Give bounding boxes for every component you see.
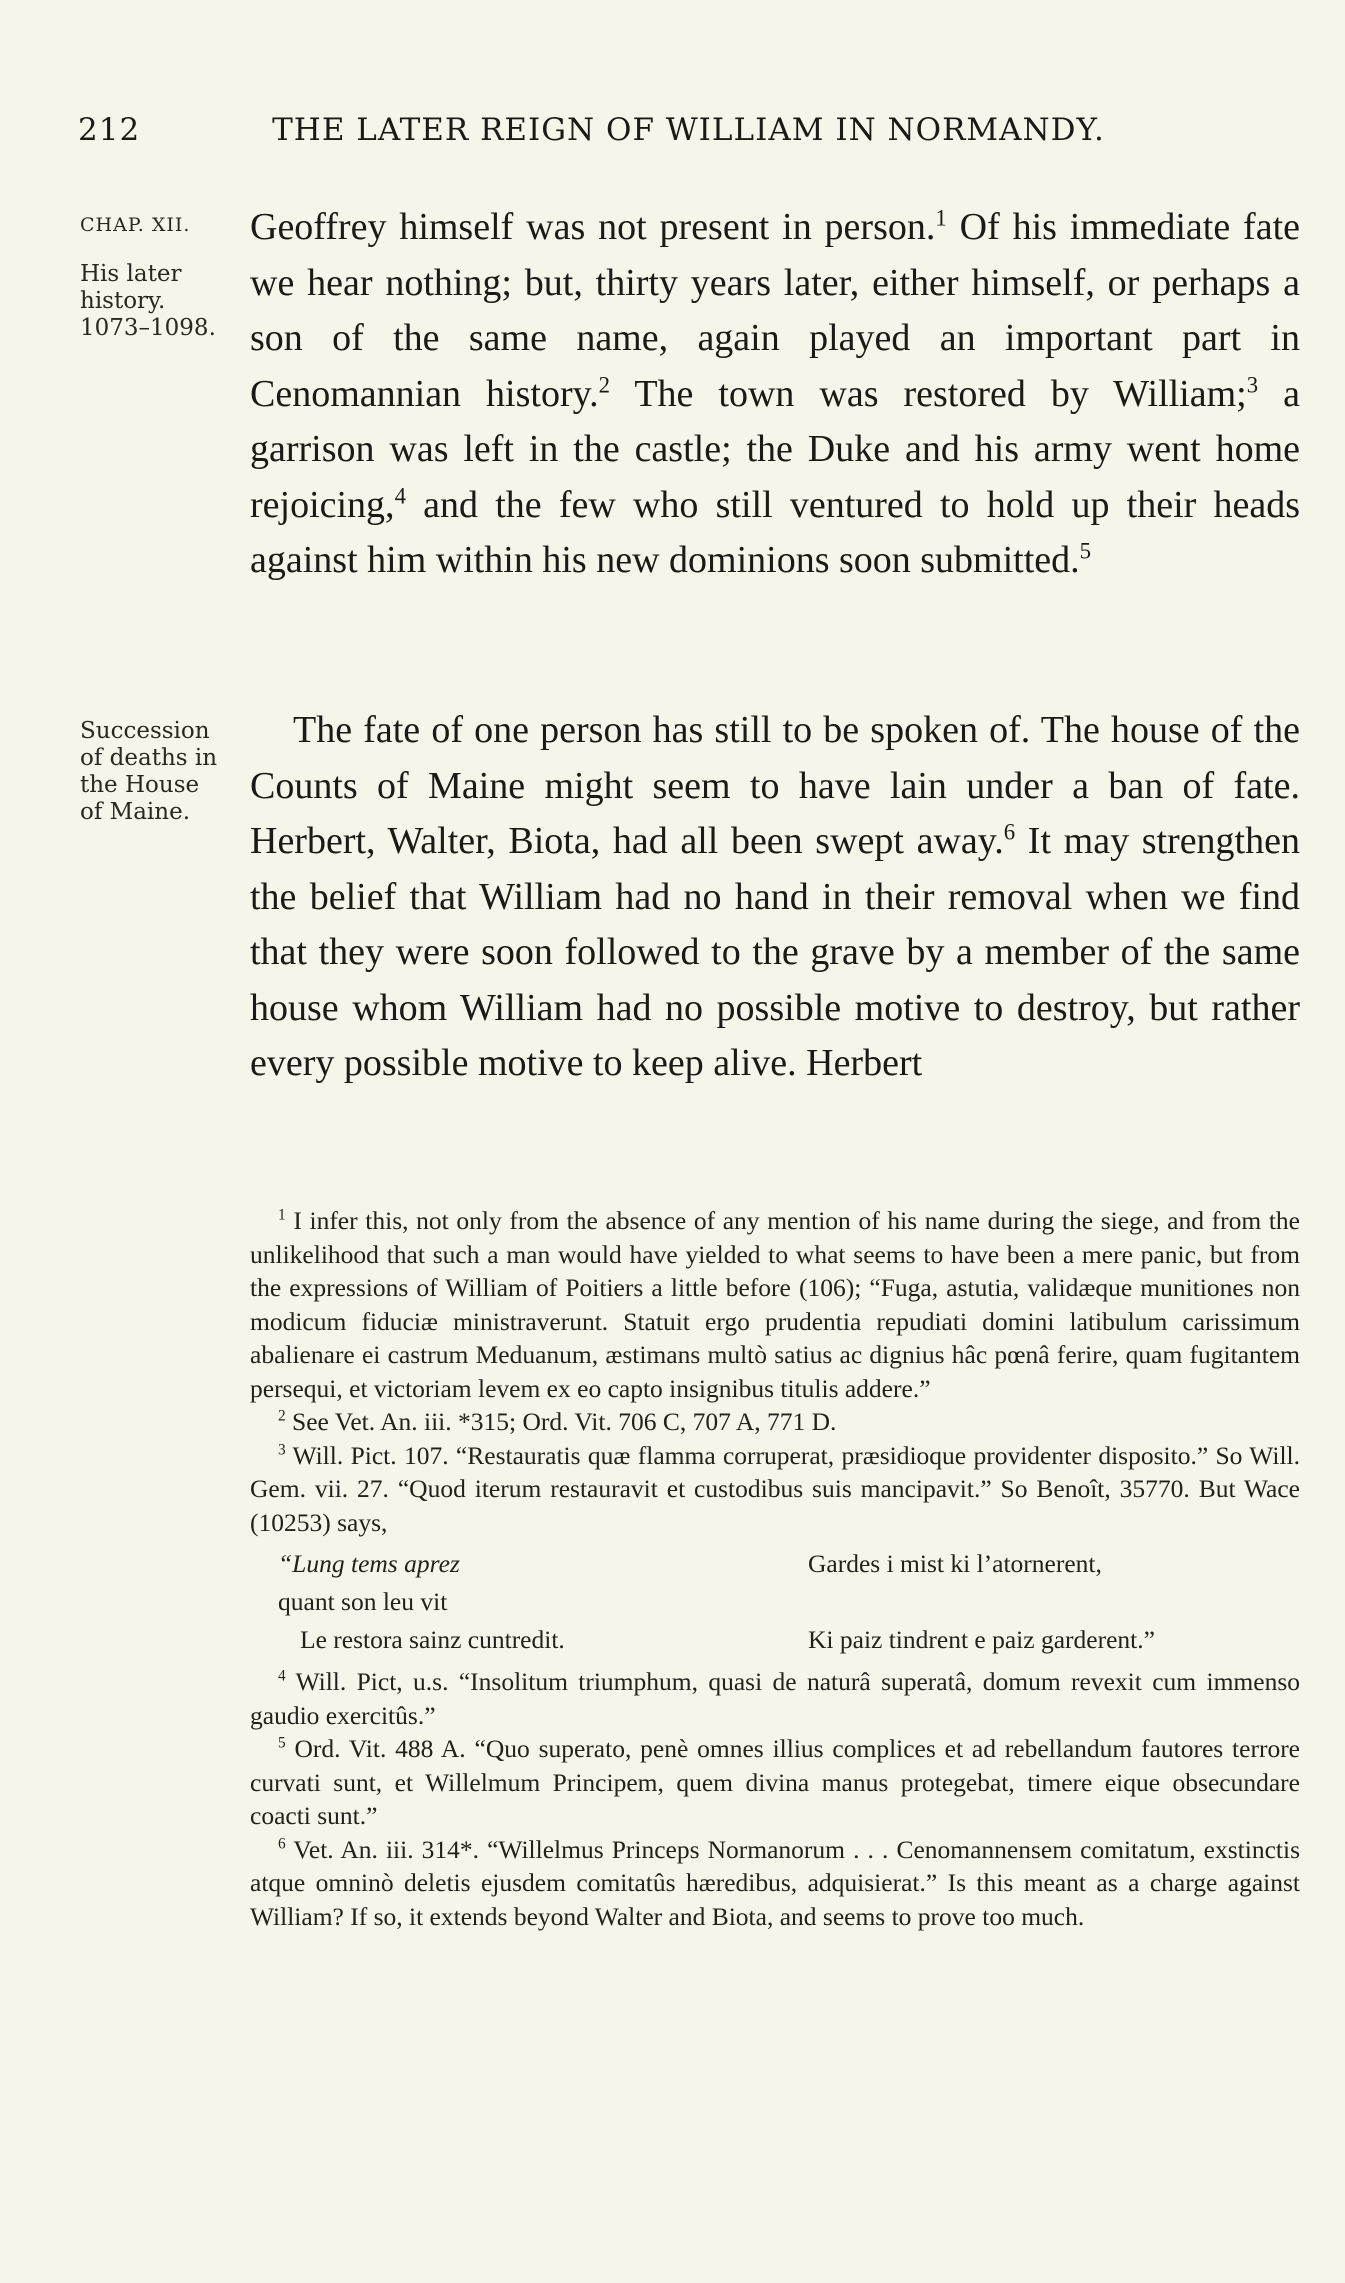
page-header: [78, 112, 1239, 162]
margin-note-line: the House: [80, 772, 200, 798]
footnote-5: [250, 1732, 1300, 1833]
verse-line: [278, 1545, 808, 1621]
footnotes: [250, 1204, 1300, 1933]
margin-note-line: Succession: [80, 718, 210, 744]
body-text: a garrison was left in the castle; the Duke and his army went home rejoicing,: [250, 372, 1300, 526]
footnote-text: See Vet. An. iii. *315; Ord. Vit. 706 C, 707 A, 771 D.: [292, 1407, 837, 1436]
footnote-6: [250, 1833, 1300, 1934]
body-text: Of his immediate fate we hear nothing; but, thirty years later, either himself, or perhaps a son of the same name, again played an important part in Cenomannian history.: [250, 206, 1301, 415]
footnote-1: [250, 1204, 1300, 1405]
margin-note-later-history: [80, 212, 245, 342]
verse-quotation: [278, 1545, 1300, 1659]
footnote-text: Ord. Vit. 488 A. “Quo superato, penè omnes illius complices et ad rebellandum fautores terrore curvati sunt, et Willelmum Principem, quem divina manus protegebat, timere eique obsecundare coacti sunt.”: [250, 1734, 1300, 1830]
footnote-text: Vet. An. iii. 314*. “Willelmus Princeps Normanorum . . . Cenomannensem comitatum, exstinctis atque omninò deletis ejusdem comitatûs hæredibus, adquisierat.” Is this meant as a charge against William? If so, it extends beyond Walter and Biota, and seems to prove too much.: [250, 1834, 1300, 1931]
footnote-text: Will. Pict. 107. “Restauratis quæ flamma corruperat, præsidioque providenter disposito.” So Will. Gem. vii. 27. “Quod iterum restauravit et custodibus suis mancipavit.” So Benoît, 35770. But Wace (10253) says,: [250, 1440, 1300, 1537]
footnote-marker: 5: [278, 1734, 286, 1752]
margin-note-succession: [80, 718, 245, 826]
body-text: and the few who still ventured to hold up their heads against him within his new dominions soon submitted.: [250, 483, 1300, 581]
page-number: 212: [78, 112, 141, 148]
verse-italic: “Lung tems aprez: [278, 1549, 460, 1578]
footnote-ref[interactable]: 3: [1246, 371, 1259, 397]
footnote-ref[interactable]: 5: [1079, 538, 1092, 564]
footnote-marker: 2: [278, 1407, 286, 1425]
footnote-ref[interactable]: 4: [394, 482, 406, 508]
footnote-marker: 4: [278, 1667, 286, 1685]
margin-note-line: His later: [80, 261, 182, 287]
footnote-ref[interactable]: 2: [598, 371, 611, 397]
margin-note-line: 1073–1098.: [80, 315, 216, 341]
margin-note-line: history.: [80, 288, 166, 314]
body-text: The town was restored by William;: [610, 372, 1247, 415]
footnote-marker: 1: [278, 1206, 286, 1224]
body-paragraph-2: [250, 703, 1300, 1092]
footnote-4: [250, 1665, 1300, 1732]
running-title: THE LATER REIGN OF WILLIAM IN NORMANDY.: [272, 112, 1105, 148]
footnote-3: [250, 1439, 1300, 1540]
footnote-ref[interactable]: 6: [1003, 819, 1016, 845]
footnote-marker: 3: [278, 1441, 286, 1458]
verse-line: Ki paiz tindrent e paiz garderent.”: [808, 1625, 1155, 1654]
body-paragraph-1: [250, 200, 1300, 589]
footnote-ref[interactable]: 1: [935, 205, 947, 231]
verse-text: quant son leu vit: [278, 1587, 448, 1616]
chapter-label: CHAP. XII.: [80, 214, 191, 236]
body-text: The fate of one person has still to be spoken of. The house of the Counts of Maine might seem to have lain under a ban of fate. Herbert, Walter, Biota, had all been swept away.: [250, 709, 1300, 862]
footnote-text: Will. Pict, u.s. “Insolitum triumphum, quasi de naturâ superatâ, domum revexit cum immenso gaudio exercitûs.”: [250, 1667, 1300, 1730]
body-text: It may strengthen the belief that William had no hand in their removal when we find that they were soon followed to the grave by a member of the same house whom William had no possible motive to destroy, but rather every possible motive to keep alive. Herbert: [250, 820, 1300, 1084]
margin-note-line: of Maine.: [80, 799, 191, 825]
margin-note-line: of deaths in: [80, 745, 218, 771]
body-text: Geoffrey himself was not present in person.: [250, 206, 936, 248]
footnote-text: I infer this, not only from the absence of any mention of his name during the siege, and from the unlikelihood that such a man would have yielded to what seems to have been a mere panic, but from the expressions of William of Poitiers a little before (106); “Fuga, astutia, validæque munitiones non modicum fiduciæ ministraverunt. Statuit ergo prudentia repudiati domini latibulum carissimum abalienare ei castrum Meduanum, æstimans multò satius ac dignius hâc pœnâ ferire, quam fugitantem persequi, et victoriam levem ex eo capto insignibus titulis addere.”: [250, 1206, 1301, 1403]
footnote-marker: 6: [278, 1835, 286, 1852]
verse-line: Gardes i mist ki l’atornerent,: [808, 1549, 1102, 1578]
footnote-2: [250, 1405, 1300, 1439]
verse-line: Le restora sainz cuntredit.: [300, 1625, 565, 1654]
